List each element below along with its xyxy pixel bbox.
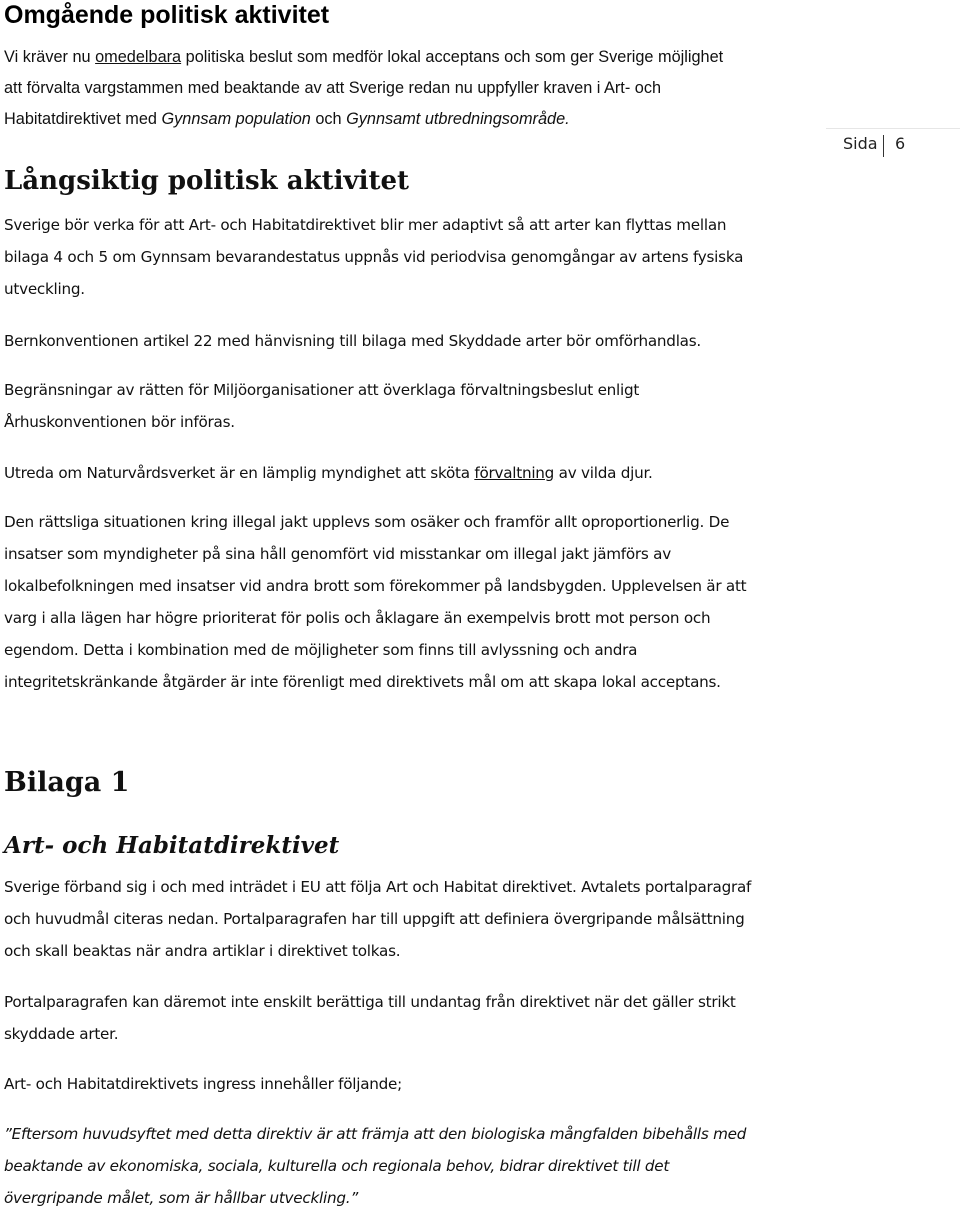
paragraph-preamble-intro (4, 1068, 952, 1100)
paragraph-immediate-action (4, 42, 952, 135)
paragraph-naturvardsverket (4, 457, 952, 489)
text-line: egendom. Detta i kombination med de möjligheter som finns till avlyssning och andra (4, 641, 638, 659)
paragraph-eu-commitment (4, 871, 952, 967)
text-line: Sverige förband sig i och med inträdet i EU att följa Art och Habitat direktivet. Avtalets portalparagraf (4, 878, 752, 896)
page-label: Sida (843, 134, 878, 153)
text-line: beaktande av ekonomiska, sociala, kulturella och regionala behov, bidrar direktivet till det (4, 1157, 670, 1175)
text-line: lokalbefolkningen med insatser vid andra brott som förekommer på landsbygden. Upplevelsen är att (4, 577, 747, 595)
text-line: insatser som myndigheter på sina håll genomfört vid misstankar om illegal jakt jämförs av (4, 545, 671, 563)
text-line: och skall beaktas när andra artiklar i direktivet tolkas. (4, 942, 401, 960)
appendix-subheading: Art- och Habitatdirektivet (4, 832, 340, 859)
section-heading-immediate: Omgående politisk aktivitet (4, 1, 330, 29)
section-heading-longterm: Långsiktig politisk aktivitet (4, 166, 410, 196)
page-number (826, 128, 960, 163)
text-line: Habitatdirektivet med Gynnsam population och Gynnsamt utbredningsområde. (4, 110, 570, 128)
text-line: Art- och Habitatdirektivets ingress innehåller följande; (4, 1075, 403, 1093)
paragraph-aarhus-convention (4, 374, 952, 438)
text-line: Den rättsliga situationen kring illegal jakt upplevs som osäker och framför allt oproportionerlig. De (4, 513, 730, 531)
text-line: skyddade arter. (4, 1025, 119, 1043)
text-line: Sverige bör verka för att Art- och Habitatdirektivet blir mer adaptivt så att arter kan flyttas mellan (4, 216, 727, 234)
text-line: Portalparagrafen kan däremot inte enskilt berättiga till undantag från direktivet när det gäller strikt (4, 993, 736, 1011)
page-number-divider (883, 135, 884, 157)
paragraph-exceptions (4, 986, 952, 1050)
page-number-value: 6 (895, 134, 906, 153)
paragraph-illegal-hunting (4, 506, 952, 698)
text-line: och huvudmål citeras nedan. Portalparagrafen har till uppgift att definiera övergripande målsättning (4, 910, 745, 928)
text-line: utveckling. (4, 280, 85, 298)
appendix-heading: Bilaga 1 (4, 767, 130, 798)
text-line: integritetskränkande åtgärder är inte förenligt med direktivets mål om att skapa lokal acceptans. (4, 673, 721, 691)
text-line: ”Eftersom huvudsyftet med detta direktiv är att främja att den biologiska mångfalden bibehålls med (4, 1125, 747, 1143)
text-line: Bernkonventionen artikel 22 med hänvisning till bilaga med Skyddade arter bör omförhandlas. (4, 332, 701, 350)
quote-preamble (4, 1118, 952, 1214)
text-line: Begränsningar av rätten för Miljöorganisationer att överklaga förvaltningsbeslut enligt (4, 381, 640, 399)
text-line: övergripande målet, som är hållbar utveckling.” (4, 1189, 358, 1207)
text-line: att förvalta vargstammen med beaktande av att Sverige redan nu uppfyller kraven i Art- och (4, 79, 662, 97)
text-line: Vi kräver nu omedelbara politiska beslut som medför lokal acceptans och som ger Sverige möjlighet (4, 48, 724, 66)
text-line: Utreda om Naturvårdsverket är en lämplig myndighet att sköta förvaltning av vilda djur. (4, 464, 653, 482)
text-line: Århuskonventionen bör införas. (4, 413, 235, 431)
paragraph-adaptive-directive (4, 209, 952, 305)
paragraph-bern-convention (4, 325, 952, 357)
text-line: varg i alla lägen har högre prioriterat för polis och åklagare än exempelvis brott mot person och (4, 609, 711, 627)
text-line: bilaga 4 och 5 om Gynnsam bevarandestatus uppnås vid periodvisa genomgångar av artens fysiska (4, 248, 744, 266)
